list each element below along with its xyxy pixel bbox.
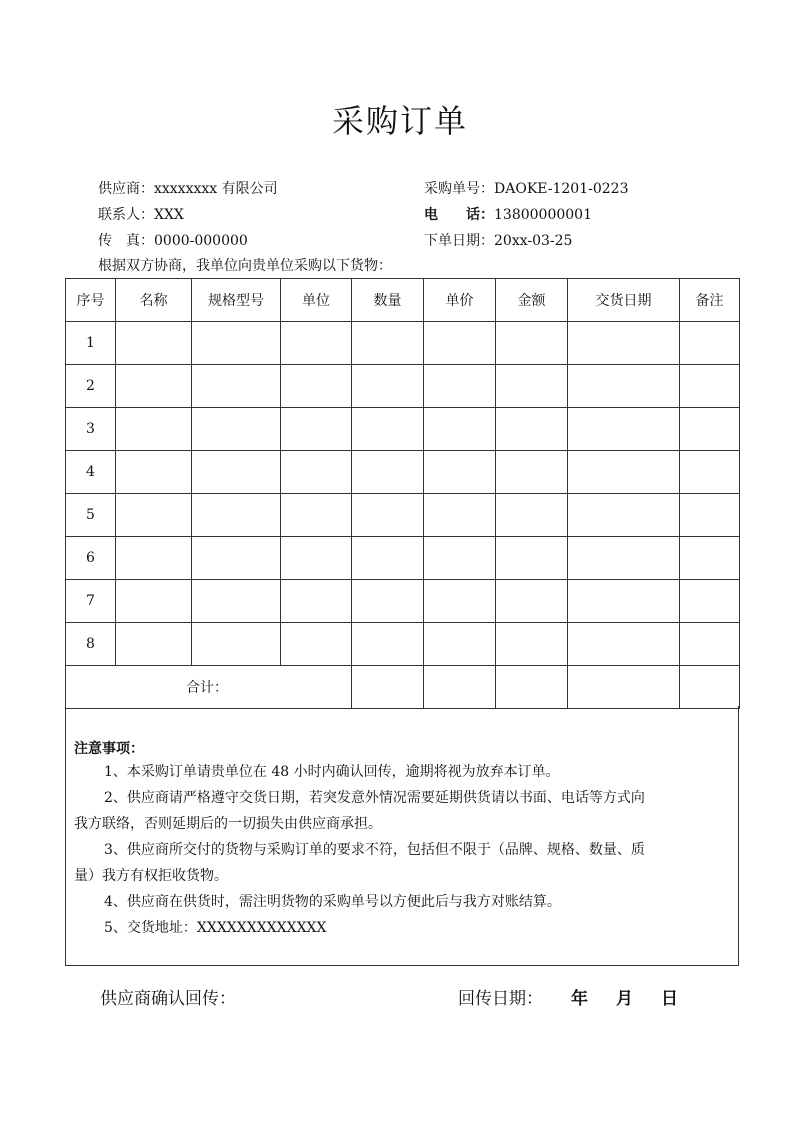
- po-number-label: 采购单号：: [424, 181, 494, 197]
- col-header-name: 名称: [116, 279, 192, 322]
- phone-field: [424, 204, 592, 224]
- cell-unit-price[interactable]: [424, 408, 496, 451]
- table-row: [66, 623, 740, 666]
- cell-spec[interactable]: [192, 623, 281, 666]
- month-label: 月: [616, 989, 633, 1009]
- note-line: 3、供应商所交付的货物与采购订单的要求不符，包括但不限于（品牌、规格、数量、质: [104, 842, 645, 858]
- row-index: 6: [66, 537, 116, 580]
- cell-unit[interactable]: [281, 322, 352, 365]
- cell-amount[interactable]: [496, 322, 568, 365]
- col-header-unit: 单位: [281, 279, 352, 322]
- cell-unit[interactable]: [281, 451, 352, 494]
- cell-remarks[interactable]: [680, 408, 740, 451]
- cell-delivery-date[interactable]: [568, 494, 680, 537]
- notes-title: 注意事项：: [74, 741, 144, 757]
- cell-spec[interactable]: [192, 365, 281, 408]
- supplier-label: 供应商：: [98, 181, 154, 197]
- col-header-amount: 金额: [496, 279, 568, 322]
- note-line: 5、交货地址：XXXXXXXXXXXXX: [104, 920, 327, 936]
- cell-amount[interactable]: [496, 537, 568, 580]
- fax-label: 传 真：: [98, 233, 154, 249]
- contact-label: 联系人：: [98, 207, 154, 223]
- note-line: 4、供应商在供货时，需注明货物的采购单号以方便此后与我方对账结算。: [104, 894, 561, 910]
- cell-spec[interactable]: [192, 451, 281, 494]
- cell-name[interactable]: [116, 537, 192, 580]
- cell-spec[interactable]: [192, 580, 281, 623]
- cell-unit-price[interactable]: [424, 537, 496, 580]
- po-number-field: [424, 178, 628, 198]
- total-remarks[interactable]: [680, 666, 740, 709]
- row-index: 2: [66, 365, 116, 408]
- cell-amount[interactable]: [496, 408, 568, 451]
- cell-remarks[interactable]: [680, 451, 740, 494]
- note-line: 量）我方有权拒收货物。: [74, 868, 228, 884]
- note-line: 我方联络，否则延期后的一切损失由供应商承担。: [74, 816, 382, 832]
- cell-quantity[interactable]: [352, 580, 424, 623]
- col-header-quantity: 数量: [352, 279, 424, 322]
- total-amount[interactable]: [496, 666, 568, 709]
- cell-delivery-date[interactable]: [568, 537, 680, 580]
- row-index: 4: [66, 451, 116, 494]
- order-date-field: [424, 230, 572, 250]
- supplier-value: xxxxxxxx 有限公司: [154, 181, 278, 197]
- contact-value: XXX: [154, 207, 184, 223]
- cell-remarks[interactable]: [680, 322, 740, 365]
- row-index: 3: [66, 408, 116, 451]
- table-row: [66, 322, 740, 365]
- total-row: [66, 666, 740, 709]
- cell-spec[interactable]: [192, 537, 281, 580]
- po-number-value: DAOKE-1201-0223: [494, 181, 629, 197]
- total-delivery-date[interactable]: [568, 666, 680, 709]
- cell-remarks[interactable]: [680, 365, 740, 408]
- col-header-remarks: 备注: [680, 279, 740, 322]
- cell-spec[interactable]: [192, 408, 281, 451]
- cell-delivery-date[interactable]: [568, 580, 680, 623]
- cell-delivery-date[interactable]: [568, 365, 680, 408]
- cell-unit[interactable]: [281, 494, 352, 537]
- row-index: 7: [66, 580, 116, 623]
- order-table: [65, 278, 740, 709]
- cell-name[interactable]: [116, 322, 192, 365]
- day-label: 日: [661, 989, 678, 1009]
- cell-unit-price[interactable]: [424, 580, 496, 623]
- cell-name[interactable]: [116, 580, 192, 623]
- table-row: [66, 365, 740, 408]
- cell-remarks[interactable]: [680, 623, 740, 666]
- cell-remarks[interactable]: [680, 580, 740, 623]
- cell-quantity[interactable]: [352, 365, 424, 408]
- cell-unit[interactable]: [281, 623, 352, 666]
- cell-unit-price[interactable]: [424, 623, 496, 666]
- cell-spec[interactable]: [192, 322, 281, 365]
- cell-remarks[interactable]: [680, 494, 740, 537]
- return-date-label: 回传日期：: [458, 989, 543, 1009]
- cell-amount[interactable]: [496, 623, 568, 666]
- row-index: 1: [66, 322, 116, 365]
- cell-amount[interactable]: [496, 580, 568, 623]
- order-date-label: 下单日期：: [424, 233, 494, 249]
- col-header-unit-price: 单价: [424, 279, 496, 322]
- table-header-row: [66, 279, 740, 322]
- cell-name[interactable]: [116, 408, 192, 451]
- table-row: [66, 494, 740, 537]
- return-date-field: [458, 984, 678, 1009]
- note-line: 1、本采购订单请贵单位在 48 小时内确认回传，逾期将视为放弃本订单。: [104, 764, 560, 780]
- cell-quantity[interactable]: [352, 408, 424, 451]
- row-index: 5: [66, 494, 116, 537]
- table-row: [66, 408, 740, 451]
- cell-quantity[interactable]: [352, 451, 424, 494]
- cell-spec[interactable]: [192, 494, 281, 537]
- intro-text: 根据双方协商，我单位向贵单位采购以下货物：: [98, 258, 392, 274]
- row-index: 8: [66, 623, 116, 666]
- table-row: [66, 537, 740, 580]
- table-row: [66, 451, 740, 494]
- note-line: 2、供应商请严格遵守交货日期，若突发意外情况需要延期供货请以书面、电话等方式向: [104, 790, 645, 806]
- cell-unit-price[interactable]: [424, 494, 496, 537]
- cell-quantity[interactable]: [352, 322, 424, 365]
- cell-unit-price[interactable]: [424, 365, 496, 408]
- cell-delivery-date[interactable]: [568, 451, 680, 494]
- cell-delivery-date[interactable]: [568, 408, 680, 451]
- cell-amount[interactable]: [496, 365, 568, 408]
- cell-unit[interactable]: [281, 537, 352, 580]
- cell-unit-price[interactable]: [424, 451, 496, 494]
- cell-unit[interactable]: [281, 408, 352, 451]
- total-label: 合计：: [66, 666, 352, 709]
- col-header-spec: 规格型号: [192, 279, 281, 322]
- cell-unit[interactable]: [281, 365, 352, 408]
- cell-name[interactable]: [116, 451, 192, 494]
- phone-value: 13800000001: [494, 207, 592, 223]
- cell-name[interactable]: [116, 623, 192, 666]
- order-date-value: 20xx-03-25: [494, 233, 573, 249]
- cell-delivery-date[interactable]: [568, 623, 680, 666]
- total-quantity[interactable]: [352, 666, 424, 709]
- cell-unit[interactable]: [281, 580, 352, 623]
- cell-remarks[interactable]: [680, 537, 740, 580]
- col-header-index: 序号: [66, 279, 116, 322]
- fax-value: 0000-000000: [154, 233, 248, 249]
- cell-amount[interactable]: [496, 451, 568, 494]
- cell-amount[interactable]: [496, 494, 568, 537]
- page-title: 采购订单: [331, 102, 468, 140]
- cell-quantity[interactable]: [352, 494, 424, 537]
- cell-name[interactable]: [116, 494, 192, 537]
- cell-quantity[interactable]: [352, 537, 424, 580]
- fax-field: [98, 230, 248, 250]
- cell-quantity[interactable]: [352, 623, 424, 666]
- supplier-field: [98, 178, 278, 198]
- notes-box: [65, 706, 739, 966]
- supplier-confirm-label: 供应商确认回传：: [100, 989, 236, 1009]
- cell-name[interactable]: [116, 365, 192, 408]
- total-unit-price[interactable]: [424, 666, 496, 709]
- contact-field: [98, 204, 184, 224]
- cell-delivery-date[interactable]: [568, 322, 680, 365]
- col-header-delivery-date: 交货日期: [568, 279, 680, 322]
- phone-label: 电 话：: [424, 207, 494, 223]
- table-row: [66, 580, 740, 623]
- cell-unit-price[interactable]: [424, 322, 496, 365]
- year-label: 年: [571, 989, 588, 1009]
